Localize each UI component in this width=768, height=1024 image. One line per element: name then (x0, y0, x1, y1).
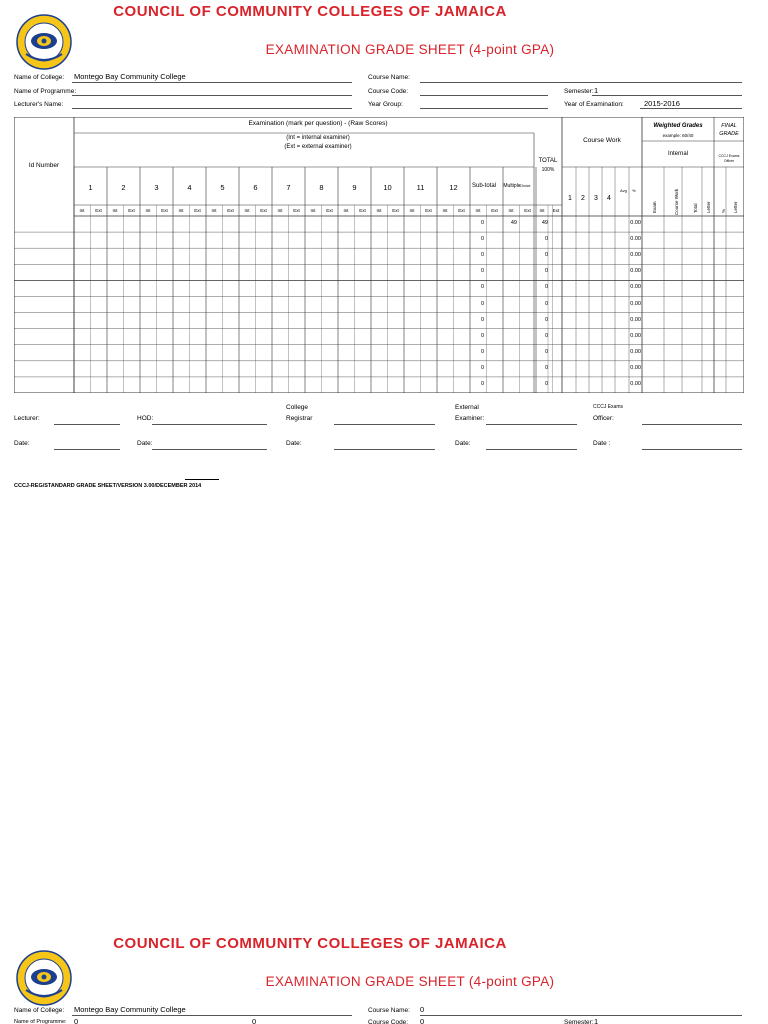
int-label: Int (539, 208, 545, 213)
int-label: Int (244, 208, 250, 213)
ext-note: (Ext = external examiner) (284, 144, 352, 150)
programme-field[interactable] (72, 95, 352, 96)
subtotal-cell[interactable]: 0 (480, 220, 484, 227)
total-cell[interactable]: 0 (544, 284, 548, 291)
total-cell[interactable]: 0 (544, 300, 548, 307)
examination-header: Examination (mark per question) - (Raw Scores) (248, 120, 388, 127)
int-label: Int (376, 208, 382, 213)
int-label: Int (508, 208, 514, 213)
semester-label: Semester: (564, 88, 594, 95)
date-officer-label: Date : (593, 440, 611, 447)
college-label: Name of College: (14, 74, 65, 81)
question-4-header: 4 (187, 183, 192, 192)
college-underline-2 (72, 1015, 352, 1016)
subtotal-cell[interactable]: 0 (480, 332, 484, 339)
average-cell[interactable]: 0.00 (630, 364, 641, 371)
total-col-header: Total (693, 203, 698, 213)
choice-header: Choice (519, 184, 531, 188)
course-name-underline-2 (420, 1015, 742, 1016)
version-footer: CCCJ-REG/STANDARD GRADE SHEET/VERSION 3.00/DECEMBER 2014 (14, 483, 202, 489)
college-value[interactable]: Montego Bay Community College (74, 72, 186, 81)
question-3-header: 3 (154, 183, 159, 192)
date-examiner-field[interactable] (486, 449, 577, 450)
id-number-header: Id Number (28, 162, 60, 169)
ext-label: Ext (491, 208, 498, 213)
ext-label: Ext (260, 208, 267, 213)
total-cell[interactable]: 0 (544, 316, 548, 323)
ext-label: Ext (293, 208, 300, 213)
course-work-col-header: Course Work (674, 188, 679, 215)
average-cell[interactable]: 0.00 (630, 332, 641, 339)
pct-col-header: % (721, 208, 726, 213)
course-name-value-2[interactable]: 0 (420, 1005, 425, 1014)
ext-label: Ext (425, 208, 432, 213)
total-pct-header: 100% (541, 167, 555, 173)
cccj-seal-logo-icon (16, 950, 72, 1006)
pct-header: % (632, 188, 636, 193)
internal-header: Internal (667, 151, 688, 157)
course-code-label-2: Course Code: (368, 1019, 409, 1024)
letter2-col-header: Letter (733, 201, 738, 213)
sig-registrar-label: Registrar (286, 415, 313, 422)
question-7-header: 7 (286, 183, 291, 192)
officer-header: Officer (723, 159, 735, 163)
total-cell[interactable]: 0 (544, 380, 548, 387)
date-hod-field[interactable] (152, 449, 267, 450)
council-heading-2: COUNCIL OF COMMUNITY COLLEGES OF JAMAICA (113, 935, 507, 952)
sig-registrar-field[interactable] (334, 424, 435, 425)
question-8-header: 8 (319, 183, 324, 192)
subtotal-cell[interactable]: 0 (480, 380, 484, 387)
course-code-value-2[interactable]: 0 (420, 1017, 425, 1024)
exam-col-header: Exam (652, 201, 657, 213)
sig-lecturer-field[interactable] (54, 424, 120, 425)
cccj-seal-logo-icon (16, 14, 72, 70)
date-hod-label: Date: (137, 440, 153, 447)
sig-external-label: External (455, 404, 479, 411)
semester-value-2[interactable]: 1 (594, 1017, 599, 1024)
int-label: Int (277, 208, 283, 213)
total-cell[interactable]: 0 (544, 332, 548, 339)
int-label: Int (79, 208, 85, 213)
ext-label: Ext (326, 208, 333, 213)
final-header: FINAL (721, 123, 737, 129)
programme-value-2[interactable]: 0 (74, 1017, 79, 1024)
course-name-field[interactable] (420, 82, 742, 83)
total-header: TOTAL (538, 158, 558, 164)
subtotal-cell[interactable]: 0 (480, 300, 484, 307)
cw-1: 1 (568, 195, 572, 202)
course-name-label-2: Course Name: (368, 1007, 410, 1014)
semester-underline (592, 95, 742, 96)
letter-col-header: Letter (706, 201, 711, 213)
sig-cccj-exams-label: CCCJ Exams (593, 404, 624, 410)
college-label-2: Name of College: (14, 1007, 65, 1014)
weighted-grades-header: Weighted Grades (653, 123, 703, 129)
course-code-field[interactable] (420, 95, 548, 96)
cw-4: 4 (607, 195, 611, 202)
sig-college-label: College (286, 404, 309, 411)
total-cell[interactable]: 0 (544, 348, 548, 355)
multiple-choice-cell[interactable]: 49 (510, 220, 517, 227)
subtotal-cell[interactable]: 0 (480, 284, 484, 291)
int-label: Int (211, 208, 217, 213)
int-label: Int (409, 208, 415, 213)
average-cell[interactable]: 0.00 (630, 268, 641, 275)
programme-label-2: Name of Programme: (14, 1019, 67, 1024)
subtotal-cell[interactable]: 0 (480, 364, 484, 371)
year-exam-label: Year of Examination: (564, 101, 624, 108)
ext-label: Ext (458, 208, 465, 213)
average-cell[interactable]: 0.00 (630, 348, 641, 355)
sig-officer-field[interactable] (642, 424, 742, 425)
avg-header: Avg (620, 188, 627, 193)
total-cell[interactable]: 49 (541, 220, 548, 227)
average-cell[interactable]: 0.00 (630, 380, 641, 387)
sig-officer-label: Officer: (593, 415, 614, 422)
sig-lecturer-label: Lecturer: (14, 415, 40, 422)
date-examiner-label: Date: (455, 440, 471, 447)
semester-label-2: Semester: (564, 1019, 594, 1024)
ext-label: Ext (392, 208, 399, 213)
subtotal-cell[interactable]: 0 (480, 316, 484, 323)
weighted-example: example: 60/40 (662, 133, 694, 138)
total-cell[interactable]: 0 (544, 252, 548, 259)
subtotal-cell[interactable]: 0 (480, 236, 484, 243)
date-lecturer-field[interactable] (54, 449, 120, 450)
average-cell[interactable]: 0.00 (630, 316, 641, 323)
int-label: Int (145, 208, 151, 213)
date-registrar-label: Date: (286, 440, 302, 447)
sig-hod-label: HOD: (137, 415, 154, 422)
grade-sheet-page-2 (0, 930, 768, 1024)
int-label: Int (112, 208, 118, 213)
subtotal-header: Sub-total (471, 183, 496, 189)
year-group-field[interactable] (420, 108, 548, 109)
question-9-header: 9 (352, 183, 357, 192)
course-work-header: Course Work (583, 137, 621, 144)
ext-label: Ext (552, 208, 560, 213)
average-cell[interactable]: 0.00 (630, 236, 641, 243)
grade-header: GRADE (719, 131, 739, 137)
college-underline (72, 82, 352, 83)
ext-label: Ext (194, 208, 201, 213)
int-label: Int (343, 208, 349, 213)
subtotal-cell[interactable]: 0 (480, 268, 484, 275)
average-cell[interactable]: 0.00 (630, 284, 641, 291)
average-cell[interactable]: 0.00 (630, 252, 641, 259)
question-1-header: 1 (88, 183, 93, 192)
ext-label: Ext (359, 208, 366, 213)
lecturer-name-field[interactable] (72, 108, 352, 109)
programme-label: Name of Programme: (14, 88, 77, 95)
ext-label: Ext (161, 208, 168, 213)
average-cell[interactable]: 0.00 (630, 220, 641, 227)
int-label: Int (178, 208, 184, 213)
lecturer-name-label: Lecturer's Name: (14, 101, 64, 108)
int-label: Int (475, 208, 481, 213)
question-11-header: 11 (416, 183, 425, 192)
council-heading: COUNCIL OF COMMUNITY COLLEGES OF JAMAICA (113, 3, 507, 20)
int-label: Int (310, 208, 316, 213)
total-cell[interactable]: 0 (544, 236, 548, 243)
cw-2: 2 (581, 195, 585, 202)
ext-label: Ext (227, 208, 234, 213)
int-label: Int (442, 208, 448, 213)
programme-value-2b[interactable]: 0 (252, 1017, 257, 1024)
cccj-officer-header: CCCJ Exams (718, 154, 740, 158)
semester-value[interactable]: 1 (594, 86, 599, 95)
question-6-header: 6 (253, 183, 258, 192)
sheet-title-2: EXAMINATION GRADE SHEET (4-point GPA) (265, 974, 555, 989)
year-exam-underline (640, 108, 742, 109)
date-registrar-field[interactable] (334, 449, 435, 450)
multiple-header: Multiple (503, 183, 521, 189)
int-note: (Int = internal examiner) (286, 135, 350, 141)
cw-3: 3 (594, 195, 598, 202)
total-cell[interactable]: 0 (544, 268, 548, 275)
question-5-header: 5 (220, 183, 225, 192)
question-10-header: 10 (383, 183, 392, 192)
version-divider (185, 479, 219, 480)
year-group-label: Year Group: (368, 101, 403, 108)
total-cell[interactable]: 0 (544, 364, 548, 371)
subtotal-cell[interactable]: 0 (480, 252, 484, 259)
subtotal-cell[interactable]: 0 (480, 348, 484, 355)
college-value-2[interactable]: Montego Bay Community College (74, 1005, 186, 1014)
average-cell[interactable]: 0.00 (630, 300, 641, 307)
sig-hod-field[interactable] (152, 424, 267, 425)
sig-examiner-field[interactable] (486, 424, 577, 425)
ext-label: Ext (524, 208, 531, 213)
date-officer-field[interactable] (642, 449, 742, 450)
date-lecturer-label: Date: (14, 440, 30, 447)
sig-examiner-label: Examiner: (455, 415, 485, 422)
year-exam-value[interactable]: 2015-2016 (644, 99, 680, 108)
course-code-label: Course Code: (368, 88, 409, 95)
question-12-header: 12 (449, 183, 458, 192)
ext-label: Ext (95, 208, 102, 213)
course-name-label: Course Name: (368, 74, 410, 81)
question-2-header: 2 (121, 183, 126, 192)
ext-label: Ext (128, 208, 135, 213)
grade-table (14, 117, 744, 393)
sheet-title: EXAMINATION GRADE SHEET (4-point GPA) (265, 42, 555, 57)
